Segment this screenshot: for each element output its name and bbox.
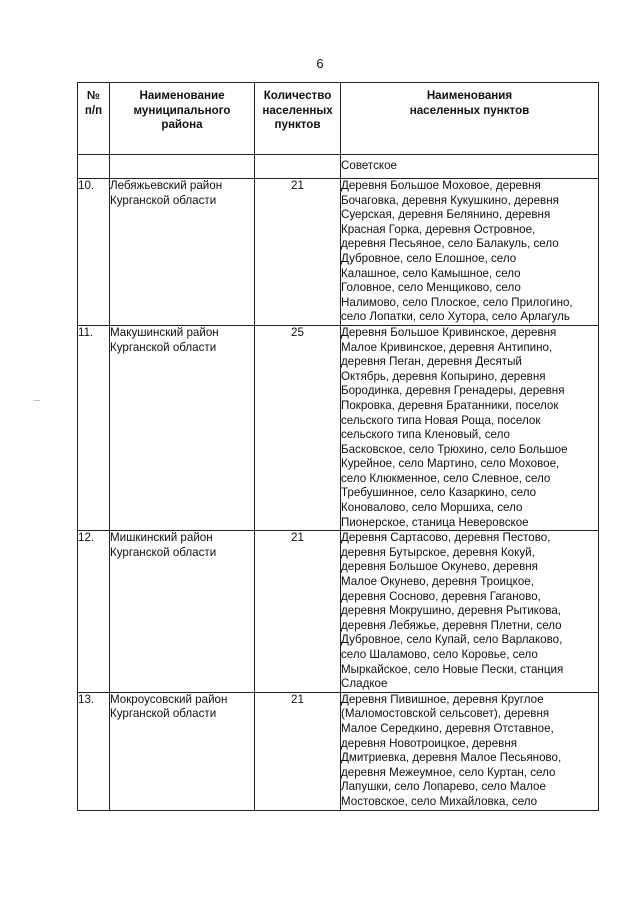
settlement-count: 21 (255, 692, 341, 810)
settlements-cell (341, 692, 599, 810)
settlement-line: Малое Окунево, деревня Троицкое, (341, 575, 534, 589)
settlement-line: деревня Сосново, деревня Гаганово, (341, 589, 541, 603)
settlement-line: Суерская, деревня Белянино, деревня (341, 208, 551, 222)
district-name-line: Курганской области (110, 707, 217, 721)
settlement-line: Басковское, село Трюхино, село Большое (341, 442, 568, 456)
settlement-line: Лапушки, село Лопарево, село Малое (341, 780, 546, 794)
settlement-line: Пионерское, станица Неверовское (341, 515, 529, 529)
settlement-line: деревня Новотроицкое, деревня (341, 736, 518, 750)
header-district (110, 83, 255, 155)
row-number: 13. (78, 692, 110, 810)
settlement-line: Октябрь, деревня Копырино, деревня (341, 369, 546, 383)
settlement-line: Покровка, деревня Братанники, поселок (341, 398, 559, 412)
header-count (255, 83, 341, 155)
settlement-count: 21 (255, 179, 341, 326)
district-name-line: Лебяжьевский район (110, 179, 223, 192)
district-name-line: Курганской области (110, 545, 217, 559)
continuation-count-cell (255, 155, 341, 179)
continuation-district-cell (110, 155, 255, 179)
settlement-line: Дмитриевка, деревня Малое Песьяново, (341, 751, 562, 765)
header-district-line: района (161, 118, 203, 132)
settlement-line: село Лопатки, село Хутора, село Арлагуль (341, 310, 570, 324)
settlement-line: Деревня Пивишное, деревня Круглое (341, 692, 544, 706)
settlement-line: село Клюкменное, село Слевное, село (341, 471, 551, 485)
settlement-line: Малое Середкино, деревня Отставное, (341, 721, 554, 735)
settlements-table (77, 82, 599, 811)
district-cell (110, 531, 255, 693)
settlement-line: Налимово, село Плоское, село Прилогино, (341, 295, 573, 309)
settlement-line: Деревня Большое Кривинское, деревня (341, 325, 557, 339)
settlement-line: сельского типа Новая Роща, поселок (341, 413, 541, 427)
continuation-num-cell (78, 155, 110, 179)
settlement-line: деревня Межеумное, село Куртан, село (341, 765, 556, 779)
continuation-row (78, 155, 599, 179)
settlement-line: Калашное, село Камышное, село (341, 266, 521, 280)
header-district-line: Наименование (139, 89, 225, 102)
district-name-line: Мишкинский район (110, 531, 213, 545)
settlement-line: сельского типа Кленовый, село (341, 428, 510, 442)
row-number: 12. (78, 531, 110, 693)
settlement-line: Бочаговка, деревня Кукушкино, деревня (341, 193, 559, 207)
settlements-cell (341, 179, 599, 326)
settlement-line: деревня Большое Окунево, деревня (341, 560, 538, 574)
district-name-line: Макушинский район (110, 325, 219, 339)
settlement-line: Дубровное, село Купай, село Варлаково, (341, 633, 563, 647)
continuation-names-cell (341, 155, 599, 179)
settlement-line: деревня Пеган, деревня Десятый (341, 355, 522, 369)
header-names-line: Наименования (426, 89, 513, 102)
settlement-line: Требушинное, село Казаркино, село (341, 486, 537, 500)
settlement-line: Мыркайское, село Новые Пески, станция (341, 662, 564, 676)
settlement-line: Малое Кривинское, деревня Антипино, (341, 340, 553, 354)
header-row (78, 83, 599, 155)
page-number: 6 (316, 56, 324, 71)
settlement-line: деревня Мокрушино, деревня Рытикова, (341, 604, 562, 618)
settlement-line: деревня Песьяное, село Балакуль, село (341, 237, 559, 251)
settlements-cell (341, 325, 599, 530)
header-count-line: населенных (262, 103, 333, 117)
header-names (341, 83, 599, 155)
settlement-line: Красная Горка, деревня Островное, (341, 222, 536, 236)
settlement-line: Головное, село Менщиково, село (341, 281, 521, 295)
district-name-line: Мокроусовский район (110, 692, 228, 706)
table-row (78, 531, 599, 693)
row-number: 10. (78, 179, 110, 326)
settlement-line: Деревня Большое Моховое, деревня (341, 179, 541, 192)
header-num-line: № (87, 89, 100, 102)
district-name-line: Курганской области (110, 193, 217, 207)
settlements-cell (341, 531, 599, 693)
settlement-line: (Маломостовской сельсовет), деревня (341, 707, 550, 721)
district-cell (110, 692, 255, 810)
header-names-line: населенных пунктов (409, 103, 530, 117)
margin-mark (34, 400, 40, 401)
settlement-line: Курейное, село Мартино, село Моховое, (341, 457, 560, 471)
settlement-line: Мостовское, село Михайловка, село (341, 794, 538, 808)
settlement-line: Коновалово, село Моршиха, село (341, 501, 523, 515)
settlement-line: Бородинка, деревня Гренадеры, деревня (341, 384, 565, 398)
row-number: 11. (78, 325, 110, 530)
header-num (78, 83, 110, 155)
header-count-line: пунктов (274, 118, 321, 132)
settlement-line: Дубровное, село Елошное, село (341, 251, 517, 265)
table-row (78, 692, 599, 810)
header-count-line: Количество (263, 89, 332, 102)
settlement-line: Советское (341, 159, 397, 172)
header-district-line: муниципального (133, 103, 231, 117)
table-row (78, 179, 599, 326)
settlement-count: 21 (255, 531, 341, 693)
district-cell (110, 325, 255, 530)
district-name-line: Курганской области (110, 340, 217, 354)
settlement-line: Деревня Сартасово, деревня Пестово, (341, 531, 551, 545)
settlement-line: деревня Лебяжье, деревня Плетни, село (341, 618, 562, 632)
table-row (78, 325, 599, 530)
district-cell (110, 179, 255, 326)
settlement-line: село Шаламово, село Коровье, село (341, 648, 538, 661)
settlement-count: 25 (255, 325, 341, 530)
header-num-line: п/п (84, 103, 103, 117)
settlement-line: деревня Бутырское, деревня Кокуй, (341, 545, 535, 559)
settlement-line: Сладкое (341, 677, 388, 691)
